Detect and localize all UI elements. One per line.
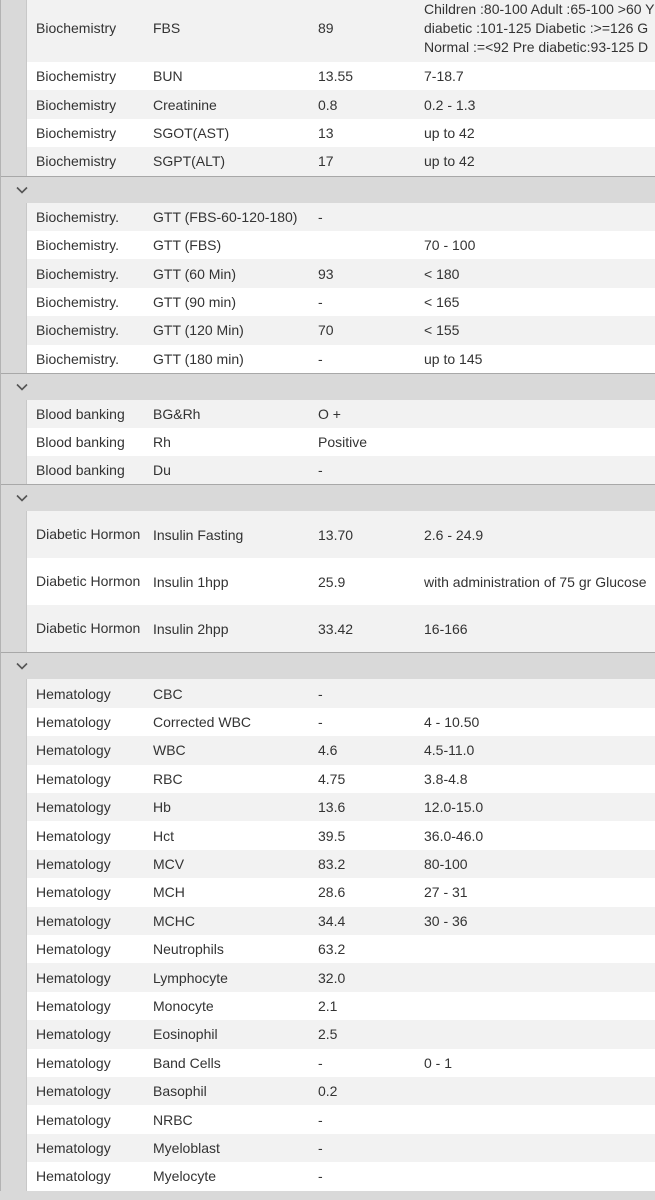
reference-range-cell: up to 42 [424, 153, 475, 170]
test-name-cell: WBC [153, 742, 186, 759]
table-row[interactable] [27, 316, 655, 344]
test-name-cell: Hb [153, 799, 171, 816]
reference-range-line: Normal :=<92 Pre diabetic:93-125 D [424, 38, 649, 55]
department-cell: Hematology [36, 941, 111, 958]
result-group [1, 652, 655, 1190]
reference-range-cell: 7-18.7 [424, 68, 464, 85]
result-cell: - [318, 293, 323, 310]
result-cell: 0.8 [318, 96, 338, 113]
table-row[interactable] [27, 1077, 655, 1105]
result-cell: - [318, 1139, 323, 1156]
test-name-cell: Myeloblast [153, 1139, 220, 1156]
department-cell: Hematology [36, 827, 111, 844]
table-row[interactable] [27, 1162, 655, 1190]
test-name-cell: CBC [153, 685, 183, 702]
reference-range-cell: < 165 [424, 293, 460, 310]
test-name-cell: Corrected WBC [153, 714, 252, 731]
reference-range-line: diabetic :101-125 Diabetic :>=126 G [424, 19, 649, 36]
reference-range-cell: 27 - 31 [424, 884, 468, 901]
result-cell: 39.5 [318, 827, 346, 844]
department-cell: Hematology [36, 714, 111, 731]
reference-range-cell: < 180 [424, 265, 460, 282]
test-name-cell: Myelocyte [153, 1168, 217, 1185]
department-cell: Biochemistry [36, 153, 117, 170]
reference-range-line: Children :80-100 Adult :65-100 >60 Y [424, 0, 655, 17]
table-row[interactable] [27, 708, 655, 736]
test-name-cell: MCV [153, 856, 185, 872]
test-name-cell: Creatinine [153, 96, 217, 113]
table-row[interactable] [27, 203, 655, 231]
result-cell: 28.6 [318, 884, 346, 901]
test-name-cell: Basophil [153, 1083, 207, 1100]
result-cell: 13.70 [318, 526, 354, 543]
department-cell: Biochemistry. [36, 237, 119, 254]
department-cell: Hematology [36, 685, 111, 702]
result-group [1, 373, 655, 485]
test-name-cell: Band Cells [153, 1054, 221, 1071]
table-row[interactable] [27, 558, 655, 605]
department-cell: Hematology [36, 912, 111, 929]
table-row[interactable] [27, 119, 655, 147]
department-cell: Biochemistry. [36, 208, 119, 225]
result-cell: 2.5 [318, 1026, 338, 1043]
department-cell: Hematology [36, 856, 111, 872]
result-group [1, 484, 655, 652]
result-cell: - [318, 685, 323, 702]
result-cell: 13.6 [318, 799, 346, 816]
reference-range-cell: < 155 [424, 322, 460, 339]
reference-range-cell: up to 42 [424, 124, 475, 141]
reference-range-cell: 16-166 [424, 620, 468, 637]
department-cell: Hematology [36, 997, 111, 1014]
test-name-cell: BG&Rh [153, 406, 201, 422]
group-header[interactable] [1, 176, 655, 203]
test-name-cell: Du [153, 462, 171, 479]
department-cell: Hematology [36, 969, 111, 986]
reference-range-cell: 12.0-15.0 [424, 799, 484, 816]
test-name-cell: GTT (60 Min) [153, 265, 236, 282]
table-row[interactable] [27, 345, 655, 373]
test-name-cell: GTT (120 Min) [153, 322, 244, 339]
table-row[interactable] [27, 679, 655, 707]
result-cell: - [318, 462, 323, 479]
result-cell: - [318, 1054, 323, 1071]
table-row[interactable] [27, 736, 655, 764]
test-name-cell: BUN [153, 68, 183, 85]
table-row[interactable] [27, 400, 655, 428]
department-cell: Biochemistry [36, 96, 117, 113]
result-cell: 4.75 [318, 770, 346, 787]
department-cell: Hematology [36, 1168, 111, 1185]
department-cell: Hematology [36, 1026, 111, 1043]
department-cell: Hematology [36, 1054, 111, 1071]
result-cell: 25.9 [318, 573, 346, 590]
group-rows [26, 511, 655, 652]
table-row[interactable] [27, 428, 655, 456]
result-group [1, 176, 655, 373]
test-name-cell: NRBC [153, 1111, 193, 1128]
result-cell: 13 [318, 124, 334, 141]
test-name-cell: MCH [153, 884, 185, 901]
result-cell: - [318, 1168, 323, 1185]
table-row[interactable] [27, 1105, 655, 1133]
group-header[interactable] [1, 652, 655, 679]
result-cell: 70 [318, 322, 334, 339]
department-cell: Blood banking [36, 434, 125, 451]
chevron-down-icon[interactable] [15, 491, 29, 505]
test-name-cell: Insulin Fasting [153, 526, 244, 543]
table-row[interactable] [27, 821, 655, 849]
reference-range-cell: 30 - 36 [424, 912, 468, 929]
table-row[interactable] [27, 1049, 655, 1077]
group-rows [26, 679, 655, 1190]
result-cell: 2.1 [318, 997, 338, 1014]
department-cell: Biochemistry [36, 20, 117, 36]
group-rows [26, 203, 655, 373]
table-row[interactable] [27, 907, 655, 935]
department-cell: Diabetic Hormon [36, 526, 141, 543]
result-cell: 34.4 [318, 912, 346, 929]
table-row[interactable] [27, 90, 655, 118]
department-cell: Blood banking [36, 462, 125, 479]
table-row[interactable] [27, 793, 655, 821]
table-row[interactable] [27, 511, 655, 558]
department-cell: Hematology [36, 1111, 111, 1128]
test-name-cell: RBC [153, 770, 183, 787]
department-cell: Hematology [36, 799, 111, 816]
result-cell: 89 [318, 20, 334, 36]
reference-range-cell: with administration of 75 gr Glucose [424, 573, 647, 590]
test-name-cell: Eosinophil [153, 1026, 218, 1043]
test-name-cell: FBS [153, 20, 181, 36]
result-cell: 32.0 [318, 969, 346, 986]
department-cell: Hematology [36, 1083, 111, 1100]
test-name-cell: Insulin 1hpp [153, 573, 229, 590]
result-cell: - [318, 208, 323, 225]
department-cell: Hematology [36, 884, 111, 901]
test-name-cell: Hct [153, 827, 174, 844]
group-header[interactable] [1, 484, 655, 511]
department-cell: Hematology [36, 770, 111, 787]
table-row[interactable] [27, 878, 655, 906]
table-row[interactable] [27, 259, 655, 287]
department-cell: Biochemistry. [36, 322, 119, 339]
result-cell: 93 [318, 265, 334, 282]
table-row[interactable] [27, 935, 655, 963]
department-cell: Biochemistry. [36, 350, 119, 367]
table-row[interactable] [27, 147, 655, 175]
table-row[interactable] [27, 992, 655, 1020]
result-cell: 83.2 [318, 856, 346, 872]
department-cell: Biochemistry. [36, 265, 119, 282]
reference-range-cell: 36.0-46.0 [424, 827, 484, 844]
result-group [1, 0, 655, 176]
reference-range-cell [415, 0, 655, 57]
reference-range-cell: 4.5-11.0 [424, 742, 475, 759]
test-name-cell: SGPT(ALT) [153, 153, 226, 170]
department-cell: Biochemistry [36, 124, 117, 141]
table-row[interactable] [27, 231, 655, 259]
department-cell: Diabetic Hormon [36, 573, 141, 590]
group-rows [26, 400, 655, 485]
table-row[interactable] [27, 62, 655, 90]
result-cell: 0.2 [318, 1083, 338, 1100]
reference-range-cell: 4 - 10.50 [424, 714, 480, 731]
test-name-cell: Rh [153, 434, 171, 451]
reference-range-cell: 0 - 1 [424, 1054, 453, 1071]
result-cell: - [318, 350, 323, 367]
group-header[interactable] [1, 373, 655, 400]
department-cell: Biochemistry [36, 68, 117, 85]
department-cell: Diabetic Hormon [36, 620, 141, 637]
group-rows [26, 0, 655, 176]
department-cell: Blood banking [36, 406, 125, 422]
table-row[interactable] [27, 850, 655, 878]
table-row[interactable] [27, 288, 655, 316]
test-name-cell: Insulin 2hpp [153, 620, 229, 637]
test-name-cell: SGOT(AST) [153, 124, 230, 141]
test-name-cell: GTT (180 min) [153, 350, 244, 367]
chevron-down-icon[interactable] [15, 380, 29, 394]
department-cell: Biochemistry. [36, 293, 119, 310]
test-name-cell: GTT (FBS-60-120-180) [153, 208, 298, 225]
test-name-cell: Lymphocyte [153, 969, 228, 986]
reference-range-cell: 70 - 100 [424, 237, 476, 254]
result-cell: 33.42 [318, 620, 354, 637]
result-cell: - [318, 1111, 323, 1128]
department-cell: Hematology [36, 742, 111, 759]
table-row[interactable] [27, 765, 655, 793]
reference-range-cell: 2.6 - 24.9 [424, 526, 484, 543]
test-name-cell: GTT (FBS) [153, 237, 222, 254]
table-row[interactable] [27, 0, 655, 62]
table-row[interactable] [27, 456, 655, 484]
result-cell: 4.6 [318, 742, 338, 759]
table-row[interactable] [27, 1020, 655, 1048]
result-cell: 13.55 [318, 68, 354, 85]
table-row[interactable] [27, 605, 655, 652]
test-name-cell: GTT (90 min) [153, 293, 236, 310]
chevron-down-icon[interactable] [15, 659, 29, 673]
reference-range-cell: 80-100 [424, 856, 468, 872]
test-name-cell: Monocyte [153, 997, 214, 1014]
table-row[interactable] [27, 1134, 655, 1162]
table-row[interactable] [27, 963, 655, 991]
chevron-down-icon[interactable] [15, 183, 29, 197]
result-cell: - [318, 714, 323, 731]
reference-range-cell: up to 145 [424, 350, 483, 367]
result-cell: 17 [318, 153, 334, 170]
result-cell: 63.2 [318, 941, 346, 958]
result-cell: O + [318, 406, 341, 422]
reference-range-cell: 0.2 - 1.3 [424, 96, 476, 113]
reference-range-cell: 3.8-4.8 [424, 770, 468, 787]
result-cell: Positive [318, 434, 368, 451]
test-name-cell: MCHC [153, 912, 195, 929]
department-cell: Hematology [36, 1139, 111, 1156]
test-name-cell: Neutrophils [153, 941, 224, 958]
